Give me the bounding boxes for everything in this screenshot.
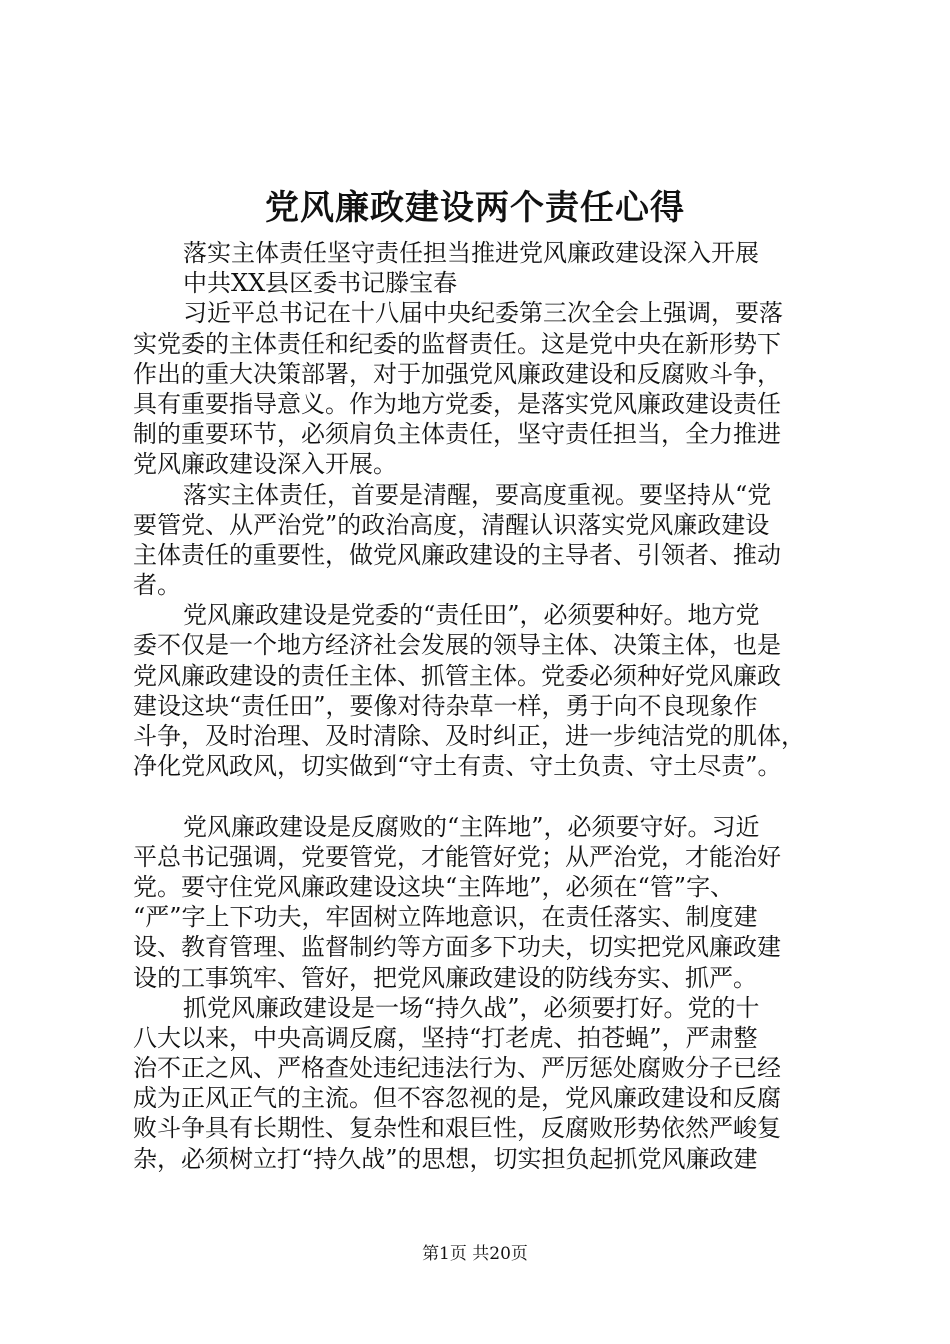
text-line: 委不仅是一个地方经济社会发展的领导主体、决策主体，也是 [133, 631, 781, 660]
text-line: 要管党、从严治党”的政治高度，清醒认识落实党风廉政建设 [133, 510, 770, 539]
text-line: 败斗争具有长期性、复杂性和艰巨性，反腐败形势依然严峻复 [133, 1114, 781, 1143]
paragraph [133, 480, 853, 601]
text-line: 党。要守住党风廉政建设这块“主阵地”，必须在“管”字、 [133, 872, 735, 901]
text-line: 落实主体责任，首要是清醒，要高度重视。要坚持从“党 [183, 480, 772, 509]
paragraph-gap [133, 781, 853, 811]
text-line: 设、教育管理、监督制约等方面多下功夫，切实把党风廉政建 [133, 933, 781, 962]
subtitle-line: 落实主体责任坚守责任担当推进党风廉政建设深入开展 [183, 239, 759, 267]
document-body [133, 238, 853, 1174]
text-line: 建设这块“责任田”，要像对待杂草一样，勇于向不良现象作 [133, 691, 758, 720]
text-line: 具有重要指导意义。作为地方党委，是落实党风廉政建设责任 [133, 389, 781, 418]
paragraph [133, 600, 853, 781]
text-line: 习近平总书记在十八届中央纪委第三次全会上强调，要落 [183, 299, 783, 328]
text-line: 作出的重大决策部署，对于加强党风廉政建设和反腐败斗争， [133, 359, 781, 388]
document-title: 党风廉政建设两个责任心得 [265, 188, 685, 228]
text-line: 杂，必须树立打“持久战”的思想，切实担负起抓党风廉政建 [133, 1144, 758, 1173]
text-line: 实党委的主体责任和纪委的监督责任。这是党中央在新形势下 [133, 329, 781, 358]
text-line: 制的重要环节，必须肩负主体责任，坚守责任担当，全力推进 [133, 420, 781, 449]
text-line: 成为正风正气的主流。但不容忽视的是，党风廉政建设和反腐 [133, 1084, 781, 1113]
author-line: 中共XX县区委书记滕宝春 [183, 269, 458, 298]
page-footer: 第1页 共20页 [422, 1244, 528, 1264]
paragraph [133, 812, 853, 993]
paragraph [133, 298, 853, 479]
text-line: 主体责任的重要性，做党风廉政建设的主导者、引领者、推动 [133, 540, 781, 569]
text-line: “严”字上下功夫，牢固树立阵地意识，在责任落实、制度建 [133, 903, 758, 932]
text-line: 党风廉政建设的责任主体、抓管主体。党委必须种好党风廉政 [133, 661, 781, 690]
text-line: 党风廉政建设是党委的“责任田”，必须要种好。地方党 [183, 601, 760, 630]
text-line: 抓党风廉政建设是一场“持久战”，必须要打好。党的十 [183, 993, 760, 1022]
paragraph [133, 993, 853, 1174]
text-line: 斗争，及时治理、及时清除、及时纠正，进一步纯洁党的肌体， [133, 722, 805, 750]
text-line: 净化党风政风，切实做到“守土有责、守土负责、守土尽责”。 [133, 752, 782, 781]
text-line: 治不正之风、严格查处违纪违法行为、严厉惩处腐败分子已经 [133, 1054, 781, 1083]
text-line: 党风廉政建设是反腐败的“主阵地”，必须要守好。习近 [183, 812, 760, 841]
text-line: 党风廉政建设深入开展。 [133, 450, 397, 479]
text-line: 平总书记强调，党要管党，才能管好党；从严治党，才能治好 [133, 842, 781, 871]
text-line: 八大以来，中央高调反腐，坚持“打老虎、拍苍蝇”，严肃整 [133, 1023, 758, 1052]
text-line: 者。 [133, 571, 181, 600]
text-line: 设的工事筑牢、管好，把党风廉政建设的防线夯实、抓严。 [133, 963, 757, 992]
